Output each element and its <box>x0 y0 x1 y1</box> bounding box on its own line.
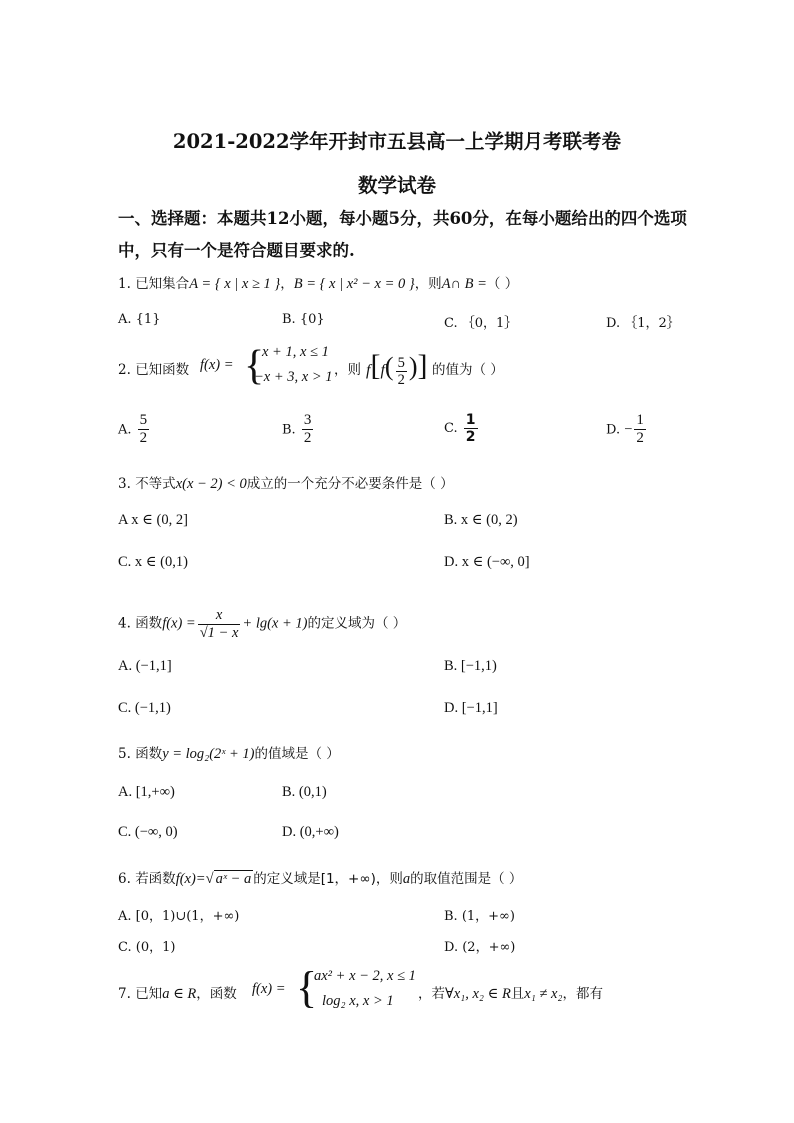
question-number: 5. <box>118 746 131 762</box>
q6-option-a[interactable]: A. [0，1)∪(1，+∞) <box>118 909 240 924</box>
q2-option-d[interactable] <box>606 412 648 448</box>
fraction <box>302 412 314 448</box>
q7-case-2: log₂ x, x > 1 <box>322 993 394 1009</box>
set-b-expression: B = { x | x² − x = 0 } <box>293 276 415 292</box>
q2-piecewise-brace: { <box>244 343 265 389</box>
q3-option-c[interactable]: C. x ∈ (0,1) <box>118 554 188 570</box>
function-name: f(x) = <box>162 615 196 632</box>
denominator: √1 − x <box>199 624 239 641</box>
q2-text-c: 的值为（ ） <box>432 362 504 378</box>
function-name: f(x)= <box>175 871 206 887</box>
denominator: 2 <box>636 430 644 447</box>
option-label: C. <box>444 421 458 437</box>
q4-option-a[interactable]: A. (−1,1] <box>118 658 172 674</box>
question-text: 的取值范围是（ ） <box>410 871 523 887</box>
question-text: 已知函数 <box>135 362 190 378</box>
inequality-expression: x(x − 2) < 0 <box>175 476 247 492</box>
section-heading-line2: 中，只有一个是符合题目要求的. <box>118 241 355 260</box>
denominator: 2 <box>303 430 312 447</box>
q4-option-d[interactable]: D. [−1,1] <box>444 700 498 716</box>
q3-option-b[interactable]: B. x ∈ (0, 2) <box>444 512 518 528</box>
question-4 <box>118 607 406 641</box>
q2-option-a[interactable] <box>118 412 151 448</box>
question-text: 已知 <box>135 986 163 1002</box>
q2-function-name: f(x) = <box>200 357 234 373</box>
numerator: 5 <box>139 412 148 428</box>
question-text: ，若 <box>418 986 445 1002</box>
question-text: 的定义域为（ ） <box>307 615 407 632</box>
q1-option-d[interactable]: D. ｛1，2｝ <box>606 316 680 331</box>
question-number: 1. <box>118 276 131 292</box>
log-expression: y = log₂(2ˣ + 1) <box>162 746 255 762</box>
q5-option-a[interactable]: A. [1,+∞) <box>118 784 175 800</box>
question-number: 4. <box>118 615 131 632</box>
q1-option-a[interactable]: A. {1} <box>118 312 161 327</box>
answer-paren: （ ） <box>486 276 519 292</box>
q7-text-rest <box>418 982 603 1003</box>
log-term: + lg(x + 1) <box>242 615 308 632</box>
question-number: 2. <box>118 362 131 378</box>
q1-option-c[interactable]: C. ｛0，1｝ <box>444 316 518 331</box>
q2-composite-expression: f[f( $\frac{5}{2}$ )] <box>366 349 428 389</box>
q6-option-d[interactable]: D. (2，+∞) <box>444 940 516 955</box>
numerator: 1 <box>465 412 476 428</box>
fraction <box>138 412 150 448</box>
q2-option-c[interactable] <box>444 412 480 445</box>
q2-option-b[interactable] <box>282 412 315 448</box>
q1-option-b[interactable]: B. {0} <box>282 312 325 327</box>
question-number: 6. <box>118 871 131 887</box>
set-a-expression: A = { x | x ≥ 1 } <box>189 276 281 292</box>
radicand: aˣ − a <box>215 871 252 887</box>
question-7 <box>118 982 237 1003</box>
fraction <box>634 412 646 448</box>
q3-option-a[interactable]: A x ∈ (0, 2] <box>118 512 188 528</box>
q2-case-1: x + 1, x ≤ 1 <box>262 344 329 360</box>
question-5 <box>118 742 340 763</box>
forall-expression: ∀x₁, x₂ ∈ R <box>445 986 511 1002</box>
question-1 <box>118 272 518 293</box>
q5-option-b[interactable]: B. (0,1) <box>282 784 327 800</box>
question-text: 且 <box>510 986 525 1002</box>
question-text: ，都有 <box>562 986 603 1002</box>
q3-option-d[interactable]: D. x ∈ (−∞, 0] <box>444 554 530 570</box>
question-text: ，函数 <box>196 986 237 1002</box>
exam-subtitle: 数学试卷 <box>357 174 436 197</box>
question-text: 已知集合 <box>135 276 190 292</box>
intersection-expression: A∩ B = <box>441 276 487 292</box>
numerator: x <box>215 607 223 623</box>
question-3 <box>118 472 454 493</box>
question-text: 不等式 <box>135 476 176 492</box>
question-text: 若函数 <box>135 871 176 887</box>
question-2 <box>118 358 189 378</box>
section-heading-line1: 一、选择题：本题共12小题，每小题5分，共60分，在每小题给出的四个选项 <box>118 209 687 228</box>
q6-option-c[interactable]: C. (0，1) <box>118 940 176 955</box>
denominator: 2 <box>139 430 148 447</box>
question-text: 函数 <box>135 615 163 632</box>
question-text: ，则 <box>414 276 442 292</box>
q7-function-name: f(x) = <box>252 981 286 997</box>
q5-option-c[interactable]: C. (−∞, 0) <box>118 824 178 840</box>
question-text: 成立的一个充分不必要条件是（ ） <box>246 476 454 492</box>
condition-expression: a ∈ R <box>162 986 197 1002</box>
question-number: 3. <box>118 476 131 492</box>
numerator: 3 <box>303 412 312 428</box>
option-label: A. <box>118 422 132 438</box>
q4-option-c[interactable]: C. (−1,1) <box>118 700 171 716</box>
fraction <box>198 607 241 641</box>
q7-case-1: ax² + x − 2, x ≤ 1 <box>314 968 416 984</box>
q4-option-b[interactable]: B. [−1,1) <box>444 658 497 674</box>
exam-title: 2021-2022学年开封市五县高一上学期月考联考卷 <box>172 130 622 153</box>
question-text: 的值域是（ ） <box>254 746 340 762</box>
minus-sign: − <box>624 421 633 438</box>
q2-case-2: −x + 3, x > 1 <box>254 369 333 385</box>
question-text: 的定义域是[1，+∞)，则 <box>253 871 403 887</box>
q2-text-b <box>334 358 361 378</box>
q6-option-b[interactable]: B. (1，+∞) <box>444 909 515 924</box>
question-text: ， <box>280 276 294 292</box>
question-text: 函数 <box>135 746 163 762</box>
variable-a: a <box>402 871 411 887</box>
question-text: ，则 <box>334 362 361 378</box>
question-6: 6. 若函数f(x)=√ aˣ − a 的定义域是[1，+∞)，则a的取值范围是（ ） <box>118 871 523 887</box>
denominator: 2 <box>465 429 476 446</box>
numerator: 1 <box>636 412 644 428</box>
inequality-expression: x₁ ≠ x₂ <box>524 986 563 1002</box>
q5-option-d[interactable]: D. (0,+∞) <box>282 824 339 840</box>
option-label: B. <box>282 422 296 438</box>
question-number: 7. <box>118 986 131 1002</box>
fraction <box>464 412 478 445</box>
option-label: D. <box>606 422 621 438</box>
q7-piecewise-brace: { <box>296 963 318 1012</box>
